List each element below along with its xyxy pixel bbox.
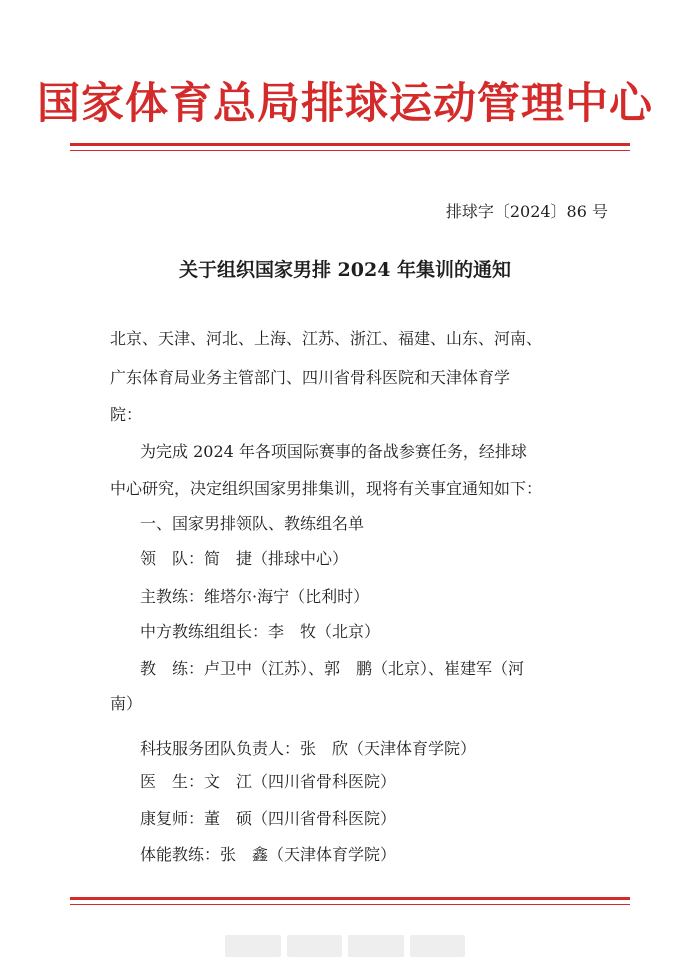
staff-head-coach: 主教练：维塔尔·海宁（比利时） bbox=[140, 587, 370, 606]
masthead-rule-thin bbox=[70, 150, 630, 151]
recipients-line-3: 院： bbox=[110, 405, 143, 424]
staff-rehab: 康复师：董 硕（四川省骨科医院） bbox=[140, 809, 397, 828]
watermark-block bbox=[225, 935, 281, 957]
staff-tech-lead: 科技服务团队负责人：张 欣（天津体育学院） bbox=[140, 739, 477, 758]
watermark-block bbox=[410, 935, 466, 957]
recipients-line-1: 北京、天津、河北、上海、江苏、浙江、福建、山东、河南、 bbox=[110, 329, 543, 348]
intro-line-2: 中心研究，决定组织国家男排集训，现将有关事宜通知如下： bbox=[110, 479, 543, 498]
intro-line-1: 为完成 2024 年各项国际赛事的备战参赛任务，经排球 bbox=[140, 442, 527, 461]
watermark-block bbox=[287, 935, 343, 957]
recipients-line-2: 广东体育局业务主管部门、四川省骨科医院和天津体育学 bbox=[110, 368, 511, 387]
staff-chinese-coach-lead: 中方教练组组长：李 牧（北京） bbox=[140, 622, 381, 641]
masthead-title: 国家体育总局排球运动管理中心 bbox=[37, 79, 653, 129]
watermark-strip bbox=[225, 935, 465, 957]
document-number: 排球字〔2024〕86 号 bbox=[445, 202, 608, 221]
footer-rule-thin bbox=[70, 904, 630, 905]
staff-coaches: 教 练：卢卫中（江苏）、郭 鹏（北京）、崔建军（河 bbox=[140, 659, 525, 678]
staff-fitness-coach: 体能教练：张 鑫（天津体育学院） bbox=[140, 845, 397, 864]
watermark-block bbox=[348, 935, 404, 957]
staff-coaches-continued: 南） bbox=[110, 694, 143, 713]
section-heading: 一、国家男排领队、教练组名单 bbox=[140, 514, 365, 533]
notice-title: 关于组织国家男排 2024 年集训的通知 bbox=[178, 259, 512, 281]
staff-team-leader: 领 队：简 捷（排球中心） bbox=[140, 549, 349, 568]
masthead-rule-thick bbox=[70, 143, 630, 146]
staff-doctor: 医 生：文 江（四川省骨科医院） bbox=[140, 772, 397, 791]
footer-rule-thick bbox=[70, 897, 630, 900]
